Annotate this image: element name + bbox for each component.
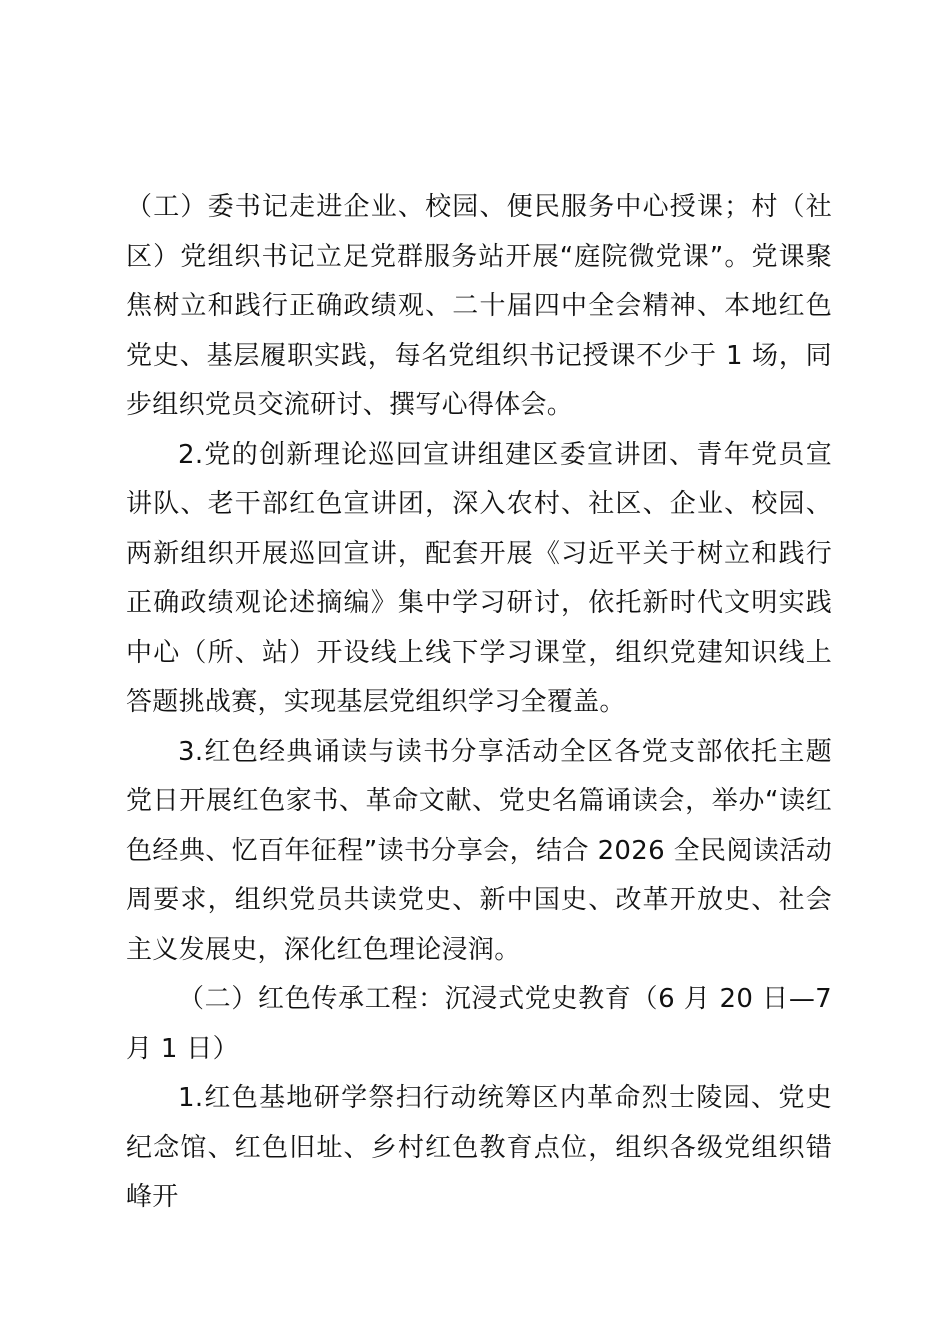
section-heading-red-heritage: （二）红色传承工程：沉浸式党史教育（6 月 20 日—7 月 1 日） xyxy=(126,984,832,1064)
document-body xyxy=(126,183,832,1223)
paragraph-red-classics-reading: 3.红色经典诵读与读书分享活动全区各党支部依托主题党日开展红色家书、革命文献、党史名篇诵读会，举办“读红色经典、忆百年征程”读书分享会，结合 2026 全民阅读活动周要求，组织党员共读党史、新中国史、改革开放史、社会主义发展史，深化红色理论浸润。 xyxy=(126,736,832,965)
paragraph-red-base-study: 1.红色基地研学祭扫行动统筹区内革命烈士陵园、党史纪念馆、红色旧址、乡村红色教育点位，组织各级党组织错峰开 xyxy=(126,1083,832,1212)
paragraph-party-lecture-continuation: （工）委书记走进企业、校园、便民服务中心授课；村（社区）党组织书记立足党群服务站开展“庭院微党课”。党课聚焦树立和践行正确政绩观、二十届四中全会精神、本地红色党史、基层履职实践，每名党组织书记授课不少于 1 场，同步组织党员交流研讨、撰写心得体会。 xyxy=(126,192,832,420)
paragraph-theory-tour-lecture: 2.党的创新理论巡回宣讲组建区委宣讲团、青年党员宣讲队、老干部红色宣讲团，深入农村、社区、企业、校园、两新组织开展巡回宣讲，配套开展《习近平关于树立和践行正确政绩观论述摘编》集中学习研讨，依托新时代文明实践中心（所、站）开设线上线下学习课堂，组织党建知识线上答题挑战赛，实现基层党组织学习全覆盖。 xyxy=(126,439,832,717)
